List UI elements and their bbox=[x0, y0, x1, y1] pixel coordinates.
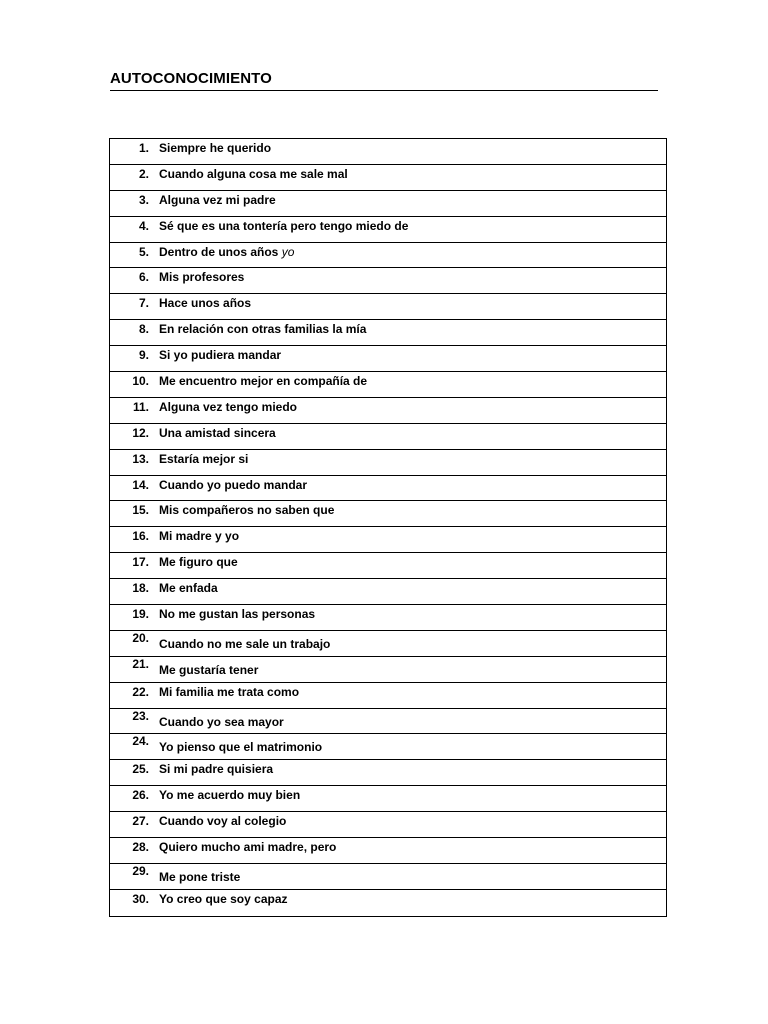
table-row bbox=[110, 268, 666, 294]
item-number: 21. bbox=[132, 656, 149, 671]
page-title: AUTOCONOCIMIENTO bbox=[110, 70, 658, 91]
item-text-main: Yo me acuerdo muy bien bbox=[159, 788, 301, 803]
item-text bbox=[159, 400, 297, 414]
table-row bbox=[110, 579, 666, 605]
table-row bbox=[110, 838, 666, 864]
item-text-main: Me enfada bbox=[159, 581, 218, 596]
item-number: 11. bbox=[132, 399, 149, 414]
item-text bbox=[159, 529, 239, 543]
item-number: 19. bbox=[132, 607, 149, 622]
item-number: 12. bbox=[132, 425, 149, 440]
table-row bbox=[110, 709, 666, 735]
item-text-main: Mis profesores bbox=[159, 270, 245, 285]
item-text-main: Cuando no me sale un trabajo bbox=[159, 636, 331, 651]
item-text bbox=[159, 637, 330, 651]
item-text-main: Me figuro que bbox=[159, 555, 238, 570]
table-row bbox=[110, 527, 666, 553]
item-text-main: Cuando yo sea mayor bbox=[159, 714, 284, 729]
item-text bbox=[159, 478, 307, 492]
item-text bbox=[159, 452, 248, 466]
item-text-main: Cuando voy al colegio bbox=[159, 814, 287, 829]
table-row bbox=[110, 890, 666, 916]
item-text bbox=[159, 167, 348, 181]
table-row bbox=[110, 760, 666, 786]
table-row bbox=[110, 812, 666, 838]
item-number: 26. bbox=[132, 788, 149, 803]
item-text bbox=[159, 663, 258, 677]
item-number: 1. bbox=[138, 141, 149, 155]
item-number: 16. bbox=[132, 529, 149, 544]
item-number: 4. bbox=[138, 218, 149, 233]
table-row bbox=[110, 346, 666, 372]
item-number: 14. bbox=[132, 477, 149, 492]
item-number: 13. bbox=[132, 451, 149, 466]
table-row bbox=[110, 372, 666, 398]
item-text-main: Si yo pudiera mandar bbox=[159, 348, 282, 363]
item-text bbox=[159, 870, 240, 884]
table-row bbox=[110, 786, 666, 812]
item-number: 7. bbox=[138, 296, 149, 311]
item-number: 10. bbox=[132, 374, 149, 389]
item-number: 18. bbox=[132, 581, 149, 596]
item-number: 2. bbox=[138, 166, 149, 181]
table-row bbox=[110, 424, 666, 450]
item-number: 20. bbox=[132, 630, 149, 645]
table-row bbox=[110, 501, 666, 527]
item-number: 15. bbox=[132, 503, 149, 518]
item-text-main: Cuando yo puedo mandar bbox=[159, 477, 308, 492]
table-row bbox=[110, 683, 666, 709]
item-text bbox=[159, 581, 218, 595]
table-row bbox=[110, 864, 666, 890]
item-text bbox=[159, 762, 273, 776]
item-text-italic: yo bbox=[281, 244, 295, 259]
table-row bbox=[110, 139, 666, 165]
item-text-main: Siempre he querido bbox=[159, 141, 272, 155]
item-number: 30. bbox=[132, 891, 149, 906]
item-number: 25. bbox=[132, 762, 149, 777]
item-text bbox=[159, 892, 288, 906]
item-number: 9. bbox=[138, 348, 149, 363]
item-text-main: Mis compañeros no saben que bbox=[159, 503, 335, 518]
item-text-main: Alguna vez mi padre bbox=[159, 192, 276, 207]
table-row bbox=[110, 398, 666, 424]
item-number: 23. bbox=[132, 708, 149, 723]
item-text bbox=[159, 715, 284, 729]
item-text-main: Sé que es una tontería pero tengo miedo de bbox=[159, 218, 409, 233]
item-text-main: Mi familia me trata como bbox=[159, 684, 300, 699]
item-text bbox=[159, 685, 299, 699]
sentence-completion-table bbox=[109, 138, 667, 917]
item-number: 17. bbox=[132, 555, 149, 570]
item-text bbox=[159, 270, 244, 284]
item-text-main: Una amistad sincera bbox=[159, 425, 276, 440]
item-number: 8. bbox=[138, 322, 149, 337]
table-row bbox=[110, 165, 666, 191]
table-row bbox=[110, 605, 666, 631]
item-text bbox=[159, 296, 251, 310]
item-text bbox=[159, 840, 336, 854]
item-text-main: Dentro de unos años bbox=[159, 244, 279, 259]
item-text-main: Alguna vez tengo miedo bbox=[159, 399, 298, 414]
item-text-main: Estaría mejor si bbox=[159, 451, 249, 466]
item-text-main: Me pone triste bbox=[159, 869, 241, 884]
item-number: 28. bbox=[132, 840, 149, 855]
table-row bbox=[110, 320, 666, 346]
item-number: 22. bbox=[132, 684, 149, 699]
table-row bbox=[110, 734, 666, 760]
item-number: 24. bbox=[132, 734, 149, 749]
item-number: 29. bbox=[132, 863, 149, 878]
item-text bbox=[159, 245, 294, 259]
item-text-main: Cuando alguna cosa me sale mal bbox=[159, 166, 348, 181]
table-row bbox=[110, 191, 666, 217]
table-row bbox=[110, 553, 666, 579]
item-number: 3. bbox=[138, 192, 149, 207]
item-text-main: Yo creo que soy capaz bbox=[159, 891, 288, 906]
item-text bbox=[159, 219, 408, 233]
item-text-main: Hace unos años bbox=[159, 296, 252, 311]
item-text-main: Me gustaría tener bbox=[159, 662, 259, 677]
table-row bbox=[110, 657, 666, 683]
table-row bbox=[110, 243, 666, 269]
item-text bbox=[159, 193, 276, 207]
item-text-main: Quiero mucho ami madre, pero bbox=[159, 840, 337, 855]
item-text bbox=[159, 814, 286, 828]
item-text bbox=[159, 740, 322, 754]
table-row bbox=[110, 294, 666, 320]
item-number: 27. bbox=[132, 814, 149, 829]
item-text-main: Me encuentro mejor en compañía de bbox=[159, 374, 368, 389]
item-text bbox=[159, 141, 271, 155]
item-number: 6. bbox=[138, 270, 149, 285]
item-text-main: Mi madre y yo bbox=[159, 529, 240, 544]
item-text bbox=[159, 788, 300, 802]
table-row bbox=[110, 631, 666, 657]
table-row bbox=[110, 476, 666, 502]
item-text-main: En relación con otras familias la mía bbox=[159, 322, 367, 337]
item-text bbox=[159, 555, 238, 569]
item-text bbox=[159, 348, 281, 362]
item-text-main: Yo pienso que el matrimonio bbox=[159, 740, 323, 755]
item-text bbox=[159, 607, 315, 621]
item-text-main: Si mi padre quisiera bbox=[159, 762, 274, 777]
item-text-main: No me gustan las personas bbox=[159, 607, 316, 622]
item-text bbox=[159, 322, 366, 336]
item-number: 5. bbox=[138, 244, 149, 259]
item-text bbox=[159, 503, 334, 517]
table-row bbox=[110, 450, 666, 476]
item-text bbox=[159, 374, 367, 388]
item-text bbox=[159, 426, 276, 440]
table-row bbox=[110, 217, 666, 243]
